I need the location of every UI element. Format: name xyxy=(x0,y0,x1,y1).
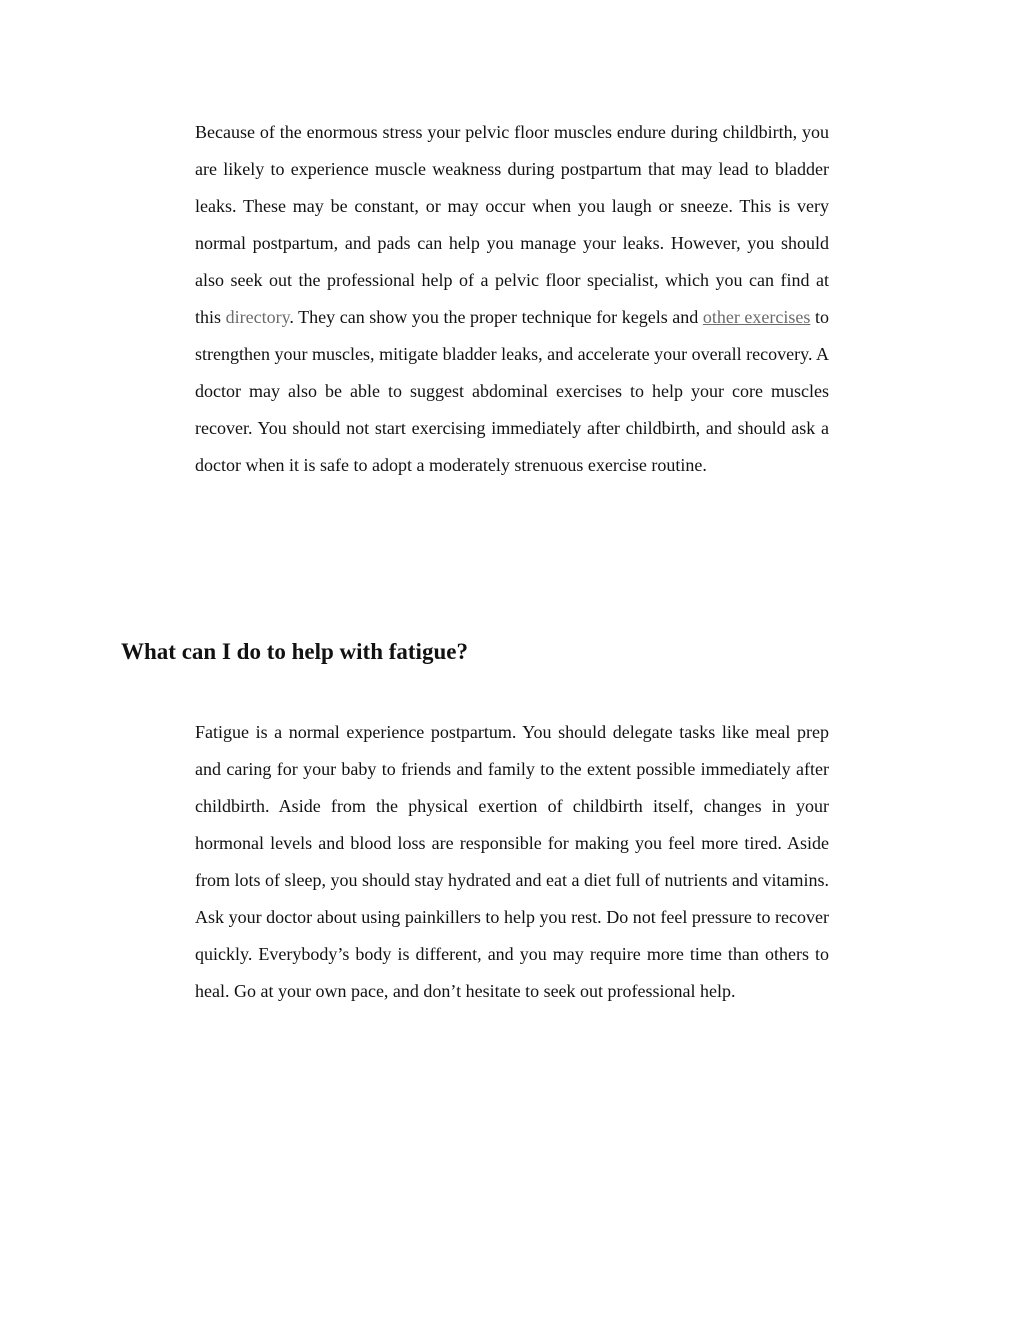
pelvic-floor-paragraph xyxy=(195,114,829,484)
paragraph-text-middle: . They can show you the proper technique for kegels and xyxy=(289,307,703,327)
paragraph-text-end: to strengthen your muscles, mitigate bladder leaks, and accelerate your overall recovery. A doctor may also be able to suggest abdominal exercises to help your core muscles recover. You should not start exercising immediately after childbirth, and should ask a doctor when it is safe to adopt a moderately strenuous exercise routine. xyxy=(195,307,829,475)
paragraph-text-start: Because of the enormous stress your pelvic floor muscles endure during childbirth, you are likely to experience muscle weakness during postpartum that may lead to bladder leaks. These may be constant, or may occur when you laugh or sneeze. This is very normal postpartum, and pads can help you manage your leaks. However, you should also seek out the professional help of a pelvic floor specialist, which you can find at this xyxy=(195,122,829,327)
other-exercises-link[interactable]: other exercises xyxy=(702,307,811,327)
fatigue-paragraph: Fatigue is a normal experience postpartum. You should delegate tasks like meal prep and caring for your baby to friends and family to the extent possible immediately after childbirth. Aside from the physical exertion of childbirth itself, changes in your hormonal levels and blood loss are responsible for making you feel more tired. Aside from lots of sleep, you should stay hydrated and eat a diet full of nutrients and vitamins. Ask your doctor about using painkillers to help you rest. Do not feel pressure to recover quickly. Everybody’s body is different, and you may require more time than others to heal. Go at your own pace, and don’t hesitate to seek out professional help. xyxy=(195,722,829,1001)
fatigue-heading: What can I do to help with fatigue? xyxy=(121,639,468,664)
directory-link[interactable]: directory xyxy=(225,307,290,327)
